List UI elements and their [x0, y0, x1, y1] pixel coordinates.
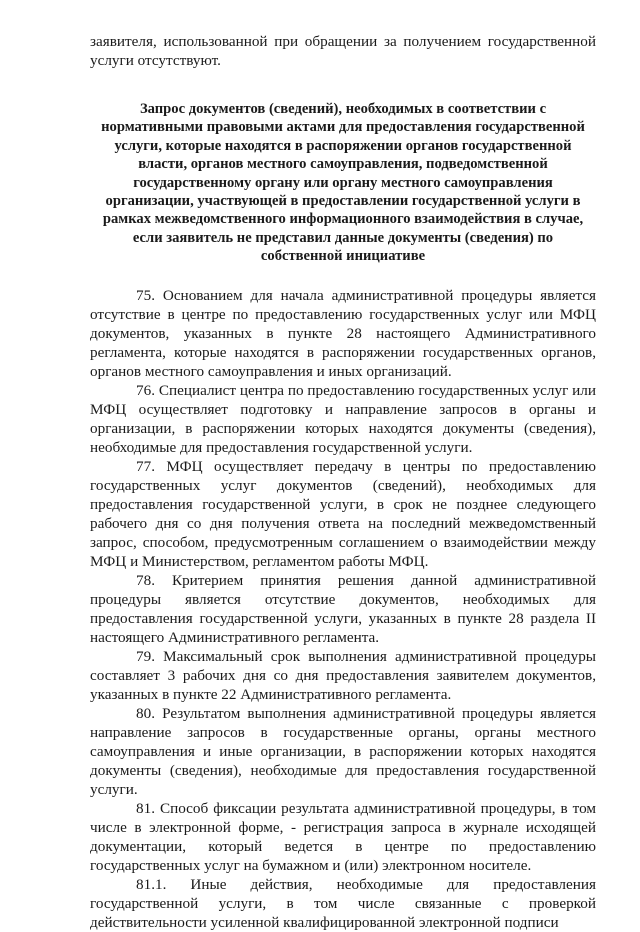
- intro-paragraph: заявителя, использованной при обращении за получением государственной услуги отсутствуют.: [90, 33, 596, 69]
- paragraph-79: 79. Максимальный срок выполнения административной процедуры составляет 3 рабочих дня со дня предоставления заявителем документов, указанных в пункте 22 Административного регламента.: [90, 647, 596, 703]
- paragraph-80: 80. Результатом выполнения административной процедуры является направление запросов в государственные органы, органы местного самоуправления и иные организации, в распоряжении которых находятся документы (сведения), необходимые для предоставления государственной услуги.: [90, 704, 596, 798]
- paragraph-75: 75. Основанием для начала административной процедуры является отсутствие в центре по предоставлению государственных услуг или МФЦ документов, указанных в пункте 28 настоящего Административного регламента, которые находятся в распоряжении государственных органов, органов местного самоуправления и иных организаций.: [90, 286, 596, 380]
- document-page: [90, 32, 596, 932]
- paragraph-77: 77. МФЦ осуществляет передачу в центры по предоставлению государственных услуг документов (сведений), необходимых для предоставления государственной услуги, в срок не позднее следующего рабочего дня со дня получения ответа на последний межведомственный запрос, способом, предусмотренным соглашением о взаимодействии между МФЦ и Министерством, регламентом работы МФЦ.: [90, 457, 596, 570]
- paragraph-81-1: 81.1. Иные действия, необходимые для предоставления государственной услуги, в том числе связанные с проверкой действительности усиленной квалифицированной электронной подписи: [90, 875, 596, 931]
- section-heading: Запрос документов (сведений), необходимых в соответствии с нормативными правовыми актами для предоставления государственной услуги, которые находятся в распоряжении органов государственной власти, органов местного самоуправления, подведомственной государственному органу или органу местного самоуправления организации, участвующей в предоставлении государственной услуги в рамках межведомственного информационного взаимодействия в случае, если заявитель не представил данные документы (сведения) по собственной инициативе: [101, 101, 585, 265]
- paragraph-81: 81. Способ фиксации результата административной процедуры, в том числе в электронной форме, - регистрация запроса в журнале исходящей документации, который ведется в центре по предоставлению государственных услуг на бумажном и (или) электронном носителе.: [90, 799, 596, 874]
- paragraph-76: 76. Специалист центра по предоставлению государственных услуг или МФЦ осуществляет подготовку и направление запросов в органы и организации, в распоряжении которых находятся документы (сведения), необходимые для предоставления государственной услуги.: [90, 381, 596, 456]
- paragraph-78: 78. Критерием принятия решения данной административной процедуры является отсутствие документов, необходимых для предоставления государственной услуги, указанных в пункте 28 раздела II настоящего Административного регламента.: [90, 571, 596, 646]
